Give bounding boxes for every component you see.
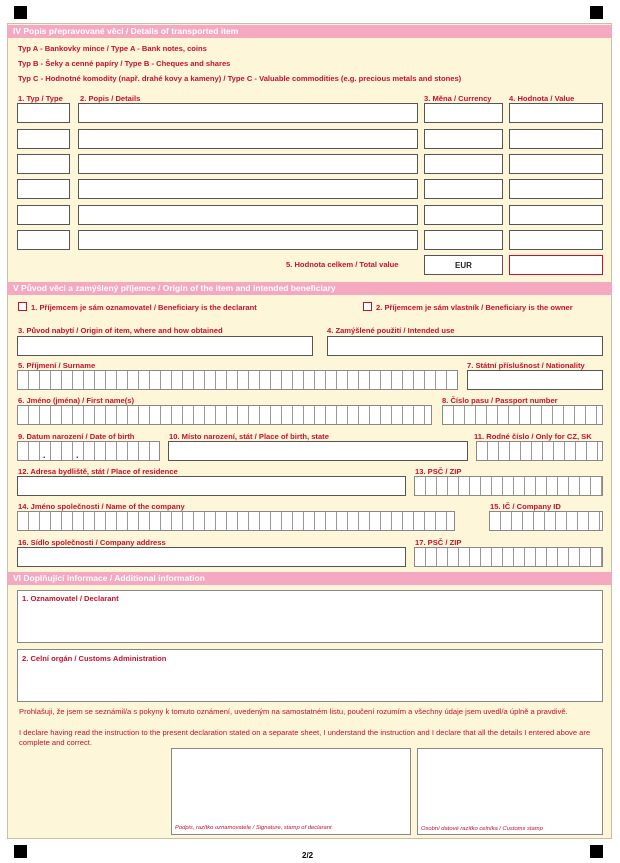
customs-stamp-label: Osobní datové razítko celníka / Customs stamp xyxy=(421,826,543,832)
intended-use-label: 4. Zamýšlené použití / Intended use xyxy=(327,326,455,335)
nationality-label: 7. Státní příslušnost / Nationality xyxy=(467,361,585,370)
total-currency-value: EUR xyxy=(455,261,472,270)
total-value-label: 5. Hodnota celkem / Total value xyxy=(286,260,399,269)
item-currency-field-1[interactable] xyxy=(424,103,503,123)
beneficiary-owner-label: 2. Příjemcem je sám vlastník / Beneficiary is the owner xyxy=(376,303,573,312)
zip2-label: 17. PSČ / ZIP xyxy=(415,538,462,547)
customs-label: 2. Celní orgán / Customs Administration xyxy=(22,654,167,663)
item-currency-field-2[interactable] xyxy=(424,129,503,149)
total-value-field[interactable] xyxy=(509,255,603,275)
registration-mark-top-left xyxy=(14,6,27,19)
item-value-field-6[interactable] xyxy=(509,230,603,250)
beneficiary-declarant-label: 1. Příjemcem je sám oznamovatel / Beneficiary is the declarant xyxy=(31,303,257,312)
item-currency-field-5[interactable] xyxy=(424,205,503,225)
item-value-field-1[interactable] xyxy=(509,103,603,123)
zip1-label: 13. PSČ / ZIP xyxy=(415,467,462,476)
beneficiary-owner-checkbox[interactable] xyxy=(363,302,372,311)
zip1-field[interactable] xyxy=(414,476,603,496)
surname-label: 5. Příjmení / Surname xyxy=(18,361,96,370)
customs-stamp-box[interactable] xyxy=(417,748,603,835)
origin-label: 3. Původ nabytí / Origin of item, where and how obtained xyxy=(18,326,223,335)
registration-mark-bottom-right xyxy=(590,845,603,858)
zip2-field[interactable] xyxy=(414,547,603,567)
col-value-label: 4. Hodnota / Value xyxy=(509,94,575,103)
passport-field[interactable] xyxy=(442,405,603,425)
section-iv-header: IV Popis přepravované věci / Details of transported item xyxy=(7,25,612,38)
item-currency-field-6[interactable] xyxy=(424,230,503,250)
declarant-label: 1. Oznamovatel / Declarant xyxy=(22,594,119,603)
col-currency-label: 3. Měna / Currency xyxy=(424,94,492,103)
pob-field[interactable] xyxy=(168,441,468,461)
statement-czech: Prohlašuji, že jsem se seznámil/a s pokyny k tomuto oznámení, uvedeným na samostatném listu, poučení rozumím a všechny údaje jsem uvedl/a úplně a pravdivě. xyxy=(19,707,568,716)
col-details-label: 2. Popis / Details xyxy=(80,94,141,103)
registration-mark-top-right xyxy=(590,6,603,19)
registration-mark-bottom-left xyxy=(14,845,27,858)
item-currency-field-4[interactable] xyxy=(424,179,503,199)
item-details-field-5[interactable] xyxy=(78,205,418,225)
surname-field[interactable] xyxy=(17,370,458,390)
item-value-field-4[interactable] xyxy=(509,179,603,199)
dob-field[interactable] xyxy=(17,441,160,461)
total-currency-box xyxy=(424,255,503,275)
passport-label: 8. Číslo pasu / Passport number xyxy=(442,396,558,405)
col-type-label: 1. Typ / Type xyxy=(18,94,63,103)
item-details-field-3[interactable] xyxy=(78,154,418,174)
declarant-signature-label: Podpis, razítko oznamovatele / Signature, stamp of declarant xyxy=(175,825,332,831)
first-name-label: 6. Jméno (jména) / First name(s) xyxy=(18,396,135,405)
type-b-note: Typ B - Šeky a cenné papíry / Type B - Cheques and shares xyxy=(18,59,231,68)
item-type-field-6[interactable] xyxy=(17,230,70,250)
type-c-note: Typ C - Hodnotné komodity (např. drahé kovy a kameny) / Type C - Valuable commodities (e.g. precious metals and stones) xyxy=(18,74,462,83)
pob-label: 10. Místo narození, stát / Place of birth, state xyxy=(169,432,329,441)
nationality-field[interactable] xyxy=(467,370,603,390)
intended-use-field[interactable] xyxy=(327,336,603,356)
item-details-field-6[interactable] xyxy=(78,230,418,250)
page-number: 2/2 xyxy=(302,851,314,860)
item-type-field-5[interactable] xyxy=(17,205,70,225)
company-name-field[interactable] xyxy=(17,511,455,531)
origin-field[interactable] xyxy=(17,336,313,356)
item-value-field-2[interactable] xyxy=(509,129,603,149)
item-type-field-2[interactable] xyxy=(17,129,70,149)
dob-separator-1: . xyxy=(43,450,46,460)
birth-number-field[interactable] xyxy=(476,441,603,461)
company-address-label: 16. Sídlo společnosti / Company address xyxy=(18,538,166,547)
beneficiary-declarant-checkbox[interactable] xyxy=(18,302,27,311)
company-name-label: 14. Jméno společnosti / Name of the company xyxy=(18,502,185,511)
first-name-field[interactable] xyxy=(17,405,432,425)
dob-separator-2: . xyxy=(76,450,79,460)
company-address-field[interactable] xyxy=(17,547,406,567)
item-type-field-1[interactable] xyxy=(17,103,70,123)
dob-label: 9. Datum narození / Date of birth xyxy=(18,432,135,441)
section-vi-header: VI Doplňující informace / Additional information xyxy=(7,572,612,585)
item-type-field-3[interactable] xyxy=(17,154,70,174)
residence-label: 12. Adresa bydliště, stát / Place of residence xyxy=(18,467,178,476)
item-value-field-3[interactable] xyxy=(509,154,603,174)
residence-field[interactable] xyxy=(17,476,406,496)
declarant-signature-box[interactable] xyxy=(171,748,411,835)
type-a-note: Typ A - Bankovky mince / Type A - Bank notes, coins xyxy=(18,44,207,53)
statement-english: I declare having read the instruction to the present declaration stated on a separate sheet, I understand the instruction and I declare that all the details I entered above are complete and correct. xyxy=(19,728,591,747)
item-details-field-4[interactable] xyxy=(78,179,418,199)
item-currency-field-3[interactable] xyxy=(424,154,503,174)
item-details-field-2[interactable] xyxy=(78,129,418,149)
company-id-label: 15. IČ / Company ID xyxy=(490,502,561,511)
company-id-field[interactable] xyxy=(489,511,603,531)
item-details-field-1[interactable] xyxy=(78,103,418,123)
item-type-field-4[interactable] xyxy=(17,179,70,199)
birth-number-label: 11. Rodné číslo / Only for CZ, SK xyxy=(474,432,592,441)
section-v-header: V Původ věci a zamýšlený příjemce / Origin of the item and intended beneficiary xyxy=(7,282,612,295)
item-value-field-5[interactable] xyxy=(509,205,603,225)
